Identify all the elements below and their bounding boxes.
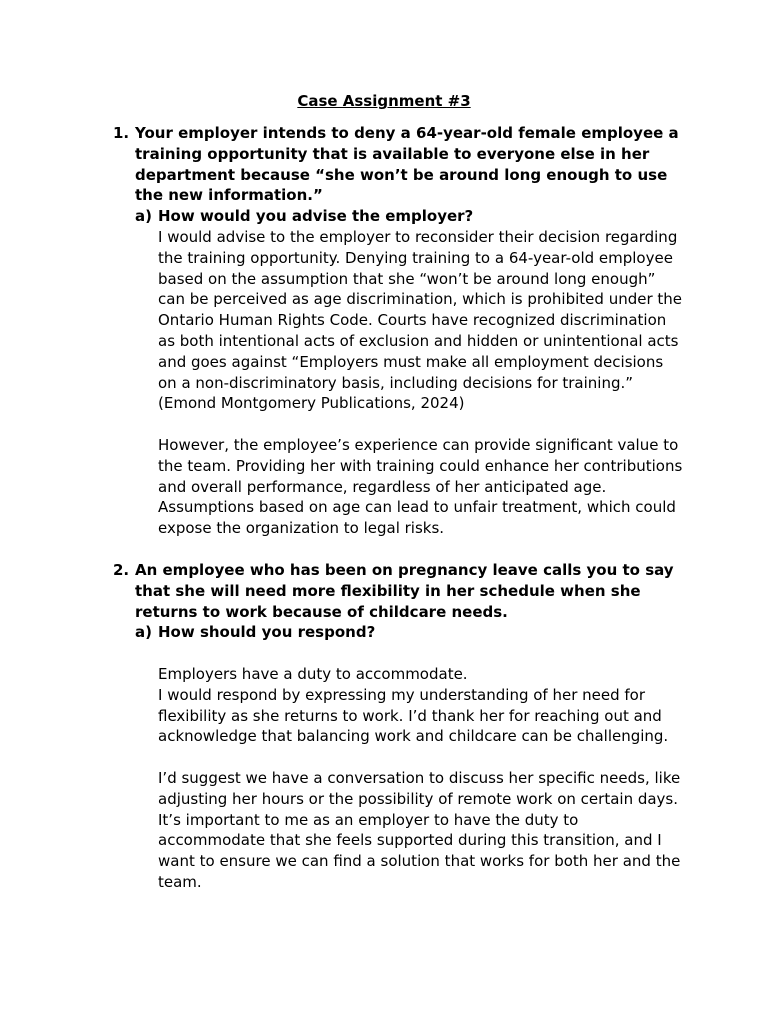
- answer-2-paragraph-1: Employers have a duty to accommodate.: [158, 664, 468, 683]
- question-1-number: 1.: [113, 124, 130, 142]
- question-2-sub-question: How should you respond?: [158, 623, 376, 642]
- question-2-text: An employee who has been on pregnancy leave calls you to say that she will need more flexibility in her schedule when she returns to work because of childcare needs.: [135, 561, 674, 621]
- question-2-sub: [135, 622, 683, 643]
- question-1-sub-label: a): [135, 207, 152, 226]
- question-2-sub-label: a): [135, 623, 152, 642]
- answer-2-paragraph-3: I’d suggest we have a conversation to discuss her specific needs, like adjusting her hours or the possibility of remote work on certain days. It’s important to me as an employer to have the duty to accommodate that she feels supported during this transition, and I want to ensure we can find a solution that works for both her and the team.: [158, 768, 681, 891]
- answer-1-paragraph-1: I would advise to the employer to reconsider their decision regarding the training opportunity. Denying training to a 64-year-old employee based on the assumption that she “won’t be around long enough” can be perceived as age discrimination, which is prohibited under the Ontario Human Rights Code. Courts have recognized discrimination as both intentional acts of exclusion and hidden or unintentional acts and goes against “Employers must make all employment decisions on a non-discriminatory basis, including decisions for training.” (Emond Montgomery Publications, 2024): [158, 227, 683, 413]
- answer-1-paragraph-2: However, the employee’s experience can provide significant value to the team. Providing her with training could enhance her contributions and overall performance, regardless of her anticipated age. Assumptions based on age can lead to unfair treatment, which could expose the organization to legal risks.: [158, 435, 683, 538]
- question-2-answer: [158, 643, 683, 893]
- document-title: Case Assignment #3: [297, 92, 471, 110]
- question-1: [113, 123, 683, 539]
- question-2-number: 2.: [113, 561, 130, 579]
- question-2: [113, 560, 683, 893]
- question-1-answer: [158, 227, 683, 539]
- question-1-sub: [135, 206, 683, 227]
- answer-2-paragraph-2: I would respond by expressing my understanding of her need for flexibility as she returns to work. I’d thank her for reaching out and acknowledge that balancing work and childcare can be challenging.: [158, 685, 669, 746]
- question-1-sub-question: How would you advise the employer?: [158, 207, 474, 226]
- question-1-text: Your employer intends to deny a 64-year-old female employee a training opportunity that is available to everyone else in her department because “she won’t be around long enough to use the new information.”: [135, 124, 679, 205]
